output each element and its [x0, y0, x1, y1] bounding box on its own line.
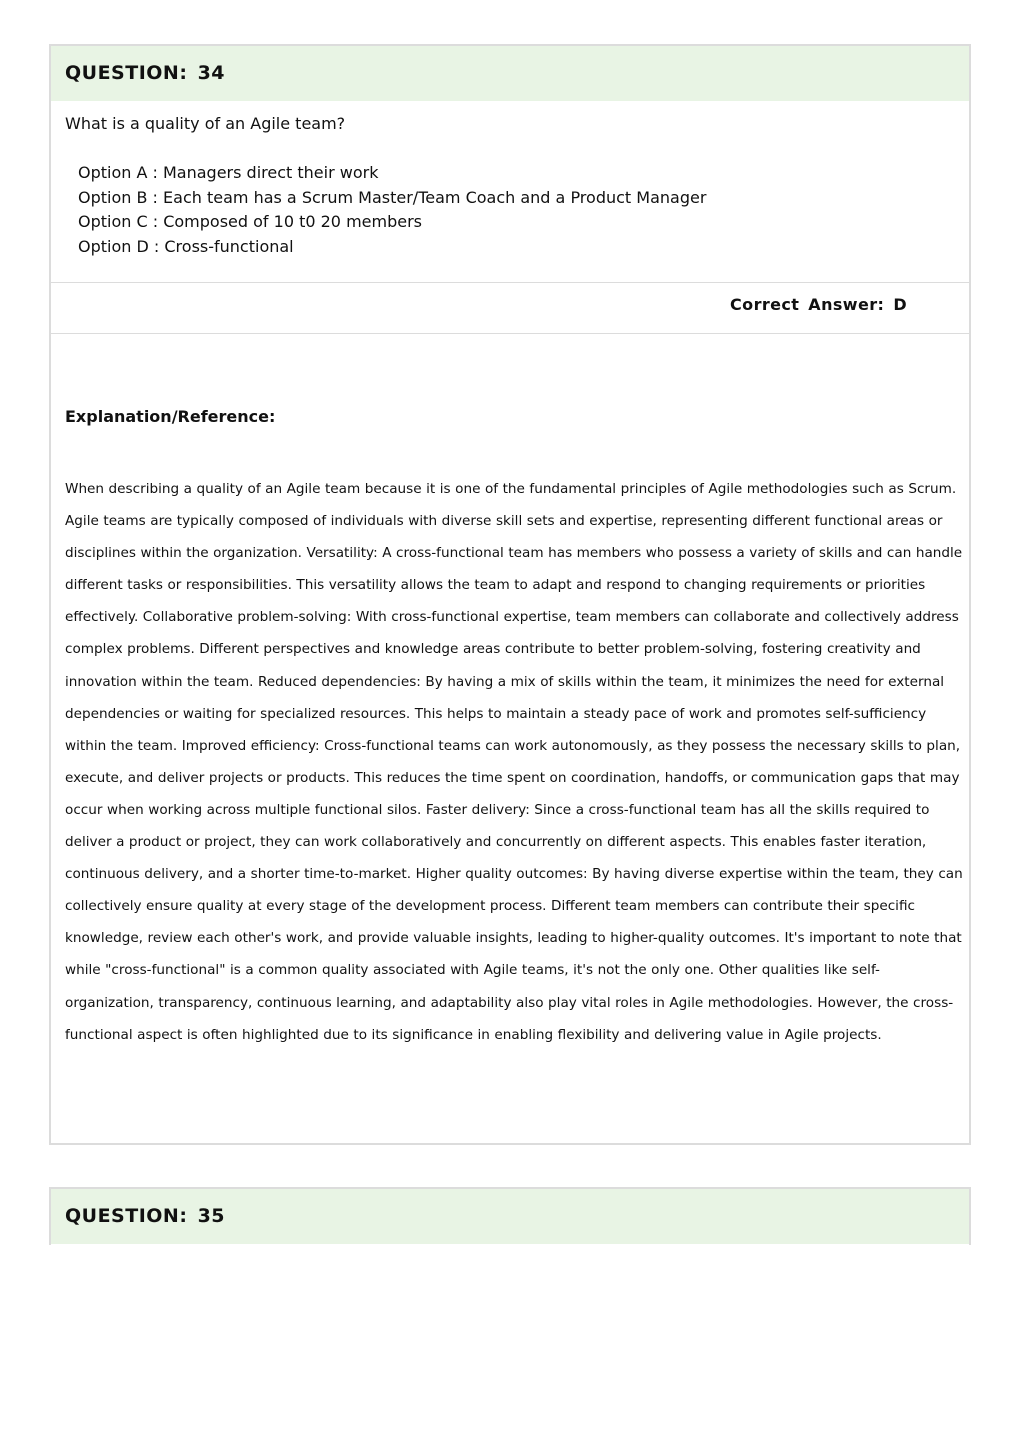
correct-answer-label: Correct Answer: — [730, 295, 885, 314]
option-text: Managers direct their work — [163, 163, 379, 182]
option-a — [78, 161, 955, 186]
question-number: 34 — [197, 62, 226, 84]
option-label: Option B : — [78, 187, 164, 207]
option-text: Composed of 10 t0 20 members — [163, 212, 422, 231]
option-d — [78, 235, 955, 260]
question-card — [49, 44, 971, 1145]
option-text: Cross-functional — [164, 236, 294, 256]
option-label: Option D : — [78, 236, 165, 256]
options-list — [65, 161, 955, 259]
question-header — [51, 1189, 969, 1244]
option-text: Each team has a Scrum Master/Team Coach and a Product Manager — [163, 187, 707, 207]
question-header-label: QUESTION: — [65, 1205, 188, 1227]
question-header-label: QUESTION: — [65, 62, 188, 84]
option-label: Option C : — [78, 212, 164, 231]
question-text: What is a quality of an Agile team? — [65, 114, 346, 133]
explanation-text: When describing a quality of an Agile team because it is one of the fundamental principles of Agile methodologies such as Scrum. Agile teams are typically composed of individuals with diverse skill sets and expertise, representing different functional areas or disciplines within the organization. Versatility: A cross-functional team has members who possess a variety of skills and can handle different tasks or responsibilities. This versatility allows the team to adapt and respond to changing requirements or priorities effectively. Collaborative problem-solving: With cross-functional expertise, team members can collaborate and collectively address complex problems. Different perspectives and knowledge areas contribute to better problem-solving, fostering creativity and innovation within the team. Reduced dependencies: By having a mix of skills within the team, it minimizes the need for external dependencies or waiting for specialized resources. This helps to maintain a steady pace of work and promotes self-sufficiency within the team. Improved efficiency: Cross-functional teams can work autonomously, as they possess the necessary skills to plan, execute, and deliver projects or products. This reduces the time spent on coordination, handoffs, or communication gaps that may occur when working across multiple functional silos. Faster delivery: Since a cross-functional team has all the skills required to deliver a product or project, they can work collaboratively and concurrently on different aspects. This enables faster iteration, continuous delivery, and a shorter time-to-market. Higher quality outcomes: By having diverse expertise within the team, they can collectively ensure quality at every stage of the development process. Different team members can contribute their specific knowledge, review each other's work, and provide valuable insights, leading to higher-quality outcomes. It's important to note that while "cross-functional" is a common quality associated with Agile teams, it's not the only one. Other qualities like self-organization, transparency, continuous learning, and adaptability also play vital roles in Agile methodologies. However, the cross-functional aspect is often highlighted due to its significance in enabling flexibility and delivering value in Agile projects. — [65, 481, 963, 1043]
question-number: 35 — [197, 1205, 226, 1227]
question-card — [49, 1187, 971, 1245]
correct-answer-value: D — [893, 295, 907, 314]
explanation-heading: Explanation/Reference: — [65, 407, 276, 426]
option-b — [78, 186, 955, 211]
correct-answer-row — [51, 283, 969, 334]
question-body — [51, 101, 969, 283]
option-c — [78, 210, 955, 235]
option-label: Option A : — [78, 163, 163, 182]
question-header — [51, 46, 969, 101]
